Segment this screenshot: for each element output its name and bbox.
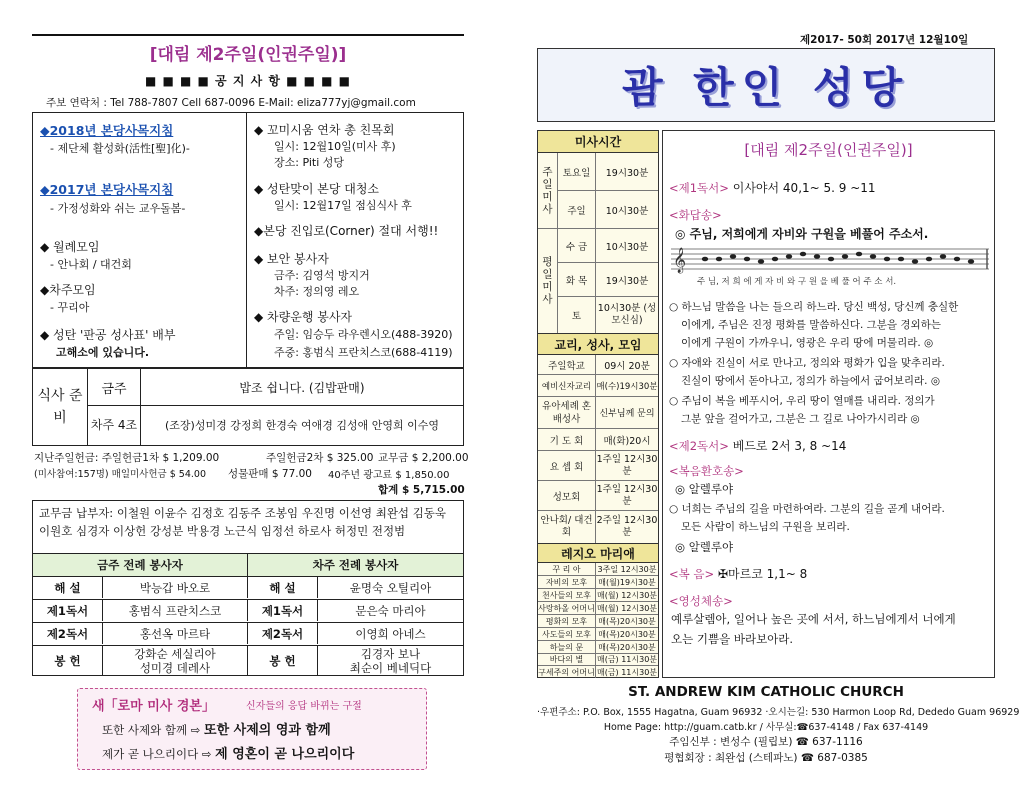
second-reading xyxy=(669,437,846,454)
announcement-comitium-date: 일시: 12월10일(미사 후) xyxy=(274,140,396,153)
psalm-verse-1c: 이에게 구원이 가까우니, 영광은 우리 땅에 머물리라. ◎ xyxy=(681,337,934,349)
list-item xyxy=(538,429,658,451)
list-item xyxy=(538,397,658,429)
finance-offering-2: 주일헌금2차 $ 325.00 xyxy=(266,452,374,464)
mass-day-text: 토 xyxy=(571,311,582,322)
dues-payers-names: 이철원 이윤수 김정호 김동주 조봉임 우진명 이선영 최완섭 김동욱 이원호 심경자 이상헌 강성분 박용경 노근식 임정선 하로사 허정민 전정범 xyxy=(39,506,447,538)
legio-name xyxy=(538,563,596,575)
mass-day-text: 주일 xyxy=(567,205,586,217)
edu-name-text: 안나회/ 대건회 xyxy=(540,515,593,538)
second-reading-label: <제2독서> xyxy=(669,439,729,453)
list-item xyxy=(538,576,658,589)
service-this-text: 박능갑 바오로 xyxy=(139,580,211,595)
finance-total: 합계 $ 5,715.00 xyxy=(378,484,465,496)
list-item xyxy=(558,229,658,263)
edu-time-text: 1주일 12시30분 xyxy=(596,483,658,507)
finance-ad: 40주년 광고료 $ 1,850.00 xyxy=(328,470,450,481)
service-role-next xyxy=(248,623,318,644)
announcement-2017-title: ◆2017년 본당사목지침 xyxy=(40,182,174,197)
announcement-driver-weekday: 주중: 홍범식 프란치스코(688-4119) xyxy=(274,346,453,359)
table-row xyxy=(33,622,463,644)
legio-name-text: 구세주의 어머니 xyxy=(538,667,595,677)
legio-time xyxy=(596,576,658,588)
service-this-person xyxy=(103,577,248,598)
masthead-banner xyxy=(537,48,995,122)
legio-name xyxy=(538,576,596,588)
legio-name xyxy=(538,589,596,601)
edu-time-text: 매(화)20시 xyxy=(603,435,651,447)
header-rule xyxy=(32,34,464,36)
edu-name xyxy=(538,481,596,510)
psalm-verse-2b: 진실이 땅에서 돋아나고, 정의가 하늘에서 굽어보리라. ◎ xyxy=(681,375,941,387)
psalm-verse-1b: 이에게, 주님은 진정 평화를 말씀하신다. 그분을 경외하는 xyxy=(681,319,941,331)
mass-time xyxy=(596,263,658,296)
church-homepage: Home Page: http://guam.catb.kr / 사무실:☎637-4148 / Fax 637-4149 xyxy=(603,722,929,733)
edu-name xyxy=(538,429,596,450)
communion-label: <영성체송> xyxy=(669,594,733,608)
legio-name-text: 바다의 별 xyxy=(549,655,584,664)
legio-name-text: 사도들의 모후 xyxy=(542,629,591,639)
missal-line-1 xyxy=(102,719,331,738)
gospel-ref: ✠마르코 1,1~ 8 xyxy=(714,567,808,581)
meal-this-week-text: 금주 xyxy=(101,381,127,397)
gospel-label: <복 음> xyxy=(669,567,715,581)
edu-name xyxy=(538,355,596,374)
service-role-text: 봉 헌 xyxy=(54,654,81,668)
first-reading-label: <제1독서> xyxy=(669,181,729,195)
dues-payers xyxy=(32,500,464,554)
table-row xyxy=(33,576,463,598)
legio-time-text: 매(목)20시30분 xyxy=(598,629,656,639)
mass-day xyxy=(558,263,596,296)
list-item xyxy=(538,654,658,666)
alleluia-verse: ○ 너희는 주님의 길을 마련하여라. 그분의 길을 곧게 내어라. xyxy=(669,503,945,515)
alleluia-response: ◎ 알렐루야 xyxy=(675,482,734,496)
service-this-person xyxy=(103,600,248,621)
meal-next-week-value xyxy=(140,405,464,446)
edu-name xyxy=(538,451,596,480)
service-this-text: 홍범식 프란치스코 xyxy=(128,603,222,618)
service-role xyxy=(33,577,103,598)
readings-panel xyxy=(662,130,995,678)
gospel xyxy=(669,565,807,582)
finance-goods-sale: 성물판매 $ 77.00 xyxy=(228,468,312,480)
legio-name xyxy=(538,666,596,678)
music-note xyxy=(702,257,708,262)
service-this-text: 홍선옥 마르타 xyxy=(139,626,211,641)
communion-antiphon-2: 오는 기쁨을 바라보아라. xyxy=(671,632,794,646)
legio-name xyxy=(538,628,596,640)
announcement-next-meeting-sub: - 꾸리아 xyxy=(50,301,90,314)
service-next-person xyxy=(318,600,463,621)
service-role-next-text: 제2독서 xyxy=(261,626,304,641)
first-reading xyxy=(669,179,876,196)
service-next-header-text: 차주 전례 봉사자 xyxy=(312,558,399,572)
legio-time-text: 매(월)19시30분 xyxy=(598,577,656,587)
announcement-driver-title: ◆ 차량운행 봉사자 xyxy=(254,310,353,324)
legio-name xyxy=(538,615,596,627)
service-next-person xyxy=(318,577,463,598)
announcement-monthly-title: ◆ 월례모임 xyxy=(40,240,100,254)
mass-time xyxy=(596,297,658,333)
service-role xyxy=(33,600,103,621)
announcement-comitium-title: ◆ 꼬미시움 연차 총 친목회 xyxy=(254,123,395,137)
list-item xyxy=(558,191,658,229)
announcement-confession-title: ◆ 성탄 '판공 성사표' 배부 xyxy=(40,328,176,342)
service-role xyxy=(33,623,103,644)
meal-this-week-val-text: 밥조 쉽니다. (김밥판매) xyxy=(239,380,365,395)
list-item xyxy=(538,355,658,375)
psalm-verse-2: ○ 자애와 진실이 서로 만나고, 정의와 평화가 입을 맞추리라. xyxy=(669,357,945,369)
announcement-security-next: 차주: 정의영 레오 xyxy=(274,285,360,298)
legio-time xyxy=(596,666,658,678)
music-note xyxy=(730,254,736,259)
mass-time-header-text: 미사시간 xyxy=(574,135,622,149)
legio-time-text: 매(목)20시30분 xyxy=(598,616,656,626)
edu-time xyxy=(596,481,658,510)
legio-time xyxy=(596,654,658,665)
legio-name-text: 천사들의 모후 xyxy=(542,590,591,600)
list-item xyxy=(538,511,658,543)
mass-time-text: 19시30분 xyxy=(605,167,649,179)
service-next-text: 김경자 보나 최순이 베네딕다 xyxy=(349,647,432,675)
meal-next-week-text: 차주 4조 xyxy=(90,418,138,432)
legio-time-text: 매(목)20시30분 xyxy=(598,642,656,652)
list-item xyxy=(558,153,658,191)
missal-notice-box xyxy=(77,688,427,770)
edu-name-text: 예비신자교리 xyxy=(541,381,592,392)
legio-header-text: 레지오 마리애 xyxy=(561,546,635,561)
meal-label-text: 식사 준비 xyxy=(37,388,83,426)
legio-time xyxy=(596,628,658,640)
legio-header xyxy=(538,543,658,563)
music-note xyxy=(716,257,722,262)
meal-table xyxy=(32,368,464,446)
list-item xyxy=(538,563,658,576)
mass-time xyxy=(596,191,658,228)
announcement-monthly-sub: - 안나회 / 대건회 xyxy=(50,258,132,271)
edu-name xyxy=(538,511,596,543)
table-row xyxy=(33,599,463,621)
service-role xyxy=(33,646,103,676)
music-staff xyxy=(671,243,989,275)
legio-time xyxy=(596,641,658,653)
edu-name-text: 주일학교 xyxy=(548,360,585,372)
list-item xyxy=(538,375,658,397)
mass-day-text: 토요일 xyxy=(562,167,591,179)
music-note xyxy=(870,254,876,259)
service-this-text: 강화순 세실리아 성미경 데레사 xyxy=(134,647,216,675)
service-role-text: 제2독서 xyxy=(46,626,89,641)
service-role-text: 해 설 xyxy=(54,580,81,595)
legio-name xyxy=(538,641,596,653)
legio-time-text: 매(금) 11시30분 xyxy=(596,667,658,677)
service-role-next-text: 제1독서 xyxy=(261,603,304,618)
announcement-security-title: ◆ 보안 봉사자 xyxy=(254,252,329,266)
music-note xyxy=(912,259,918,264)
legio-name-text: 평화의 모후 xyxy=(545,616,588,626)
edu-time xyxy=(596,429,658,450)
edu-time xyxy=(596,451,658,480)
list-item xyxy=(558,297,658,333)
announcement-confession-sub: 고해소에 있습니다. xyxy=(56,346,150,359)
missal-line-2-old: 제가 곧 나으리이다 ⇨ xyxy=(102,747,216,761)
mass-day xyxy=(558,191,596,228)
service-role-next xyxy=(248,600,318,621)
service-role-text: 제1독서 xyxy=(46,603,89,618)
mass-time-header xyxy=(538,131,658,153)
service-next-person xyxy=(318,646,463,676)
edu-name xyxy=(538,375,596,396)
service-role-next xyxy=(248,646,318,676)
issue-info: 제2017- 50회 2017년 12월10일 xyxy=(800,34,969,46)
edu-time xyxy=(596,375,658,396)
mass-time xyxy=(596,229,658,262)
service-next-text: 이영희 아네스 xyxy=(355,626,426,641)
edu-time-text: 09시 20분 xyxy=(604,360,650,372)
sunday-mass-label-text: 주일미사 xyxy=(541,165,553,216)
list-item xyxy=(538,641,658,654)
meal-label xyxy=(32,368,88,446)
legio-time xyxy=(596,602,658,614)
church-name: ST. ANDREW KIM CATHOLIC CHURCH xyxy=(628,684,904,700)
music-note xyxy=(800,252,806,257)
music-note xyxy=(744,257,750,262)
psalm-verse-1: ○ 하느님 말씀을 나는 들으리 하느라. 당신 백성, 당신께 충실한 xyxy=(669,301,959,313)
mass-time-text: 19시30분 xyxy=(605,275,649,287)
music-note xyxy=(954,257,960,262)
list-item xyxy=(538,481,658,511)
alleluia-label: <복음환호송> xyxy=(669,464,744,478)
service-this-header-text: 금주 전례 봉사자 xyxy=(97,558,183,572)
edu-time xyxy=(596,397,658,428)
left-page-title: [대림 제2주일(인권주일)] xyxy=(149,45,347,65)
edu-name xyxy=(538,397,596,428)
music-note xyxy=(884,257,890,262)
edu-name-text: 기 도 회 xyxy=(549,435,584,447)
service-role-next-text: 해 설 xyxy=(269,580,296,595)
legio-name xyxy=(538,602,596,614)
legio-time xyxy=(596,563,658,575)
finance-daily-mass: (미사참여:157명) 매일미사헌금 $ 54.00 xyxy=(34,469,206,480)
edu-time xyxy=(596,355,658,374)
sunday-mass-label xyxy=(538,153,558,229)
music-note xyxy=(940,254,946,259)
list-item xyxy=(538,666,658,678)
mass-time-text: 10시30분 xyxy=(605,241,649,253)
psalm-label: <화답송> xyxy=(669,208,722,222)
legio-time-text: 매(월) 12시30분 xyxy=(596,590,658,600)
service-next-person xyxy=(318,623,463,644)
bulletin-contact: 주보 연락처 : Tel 788-7807 Cell 687-0096 E-Mail: eliza777yj@gmail.com xyxy=(46,97,416,109)
meal-next-week-label xyxy=(87,405,141,446)
service-this-person xyxy=(103,623,248,644)
alleluia-verse-2: 모든 사람이 하느님의 구원을 보리라. xyxy=(681,521,850,533)
missal-line-2-new: 제 영혼이 곧 나으리이다 xyxy=(215,747,355,762)
second-reading-ref: 베드로 2서 3, 8 ~14 xyxy=(728,439,847,453)
weekday-mass-label xyxy=(538,229,558,333)
music-note xyxy=(926,257,932,262)
notice-heading: ■ ■ ■ ■ 공 지 사 항 ■ ■ ■ ■ xyxy=(144,74,352,88)
table-row xyxy=(33,645,463,676)
legio-time-text: 3주일 12시30분 xyxy=(597,564,657,574)
psalm-response: ◎ 주님, 저희에게 자비와 구원을 베풀어 주소서. xyxy=(675,227,929,241)
announcement-slow-drive: ◆본당 진입로(Corner) 절대 서행!! xyxy=(254,224,439,238)
music-note xyxy=(968,259,974,264)
announcement-comitium-place: 장소: Piti 성당 xyxy=(274,156,345,169)
service-this-header xyxy=(33,554,248,576)
legio-time-text: 매(금) 11시30분 xyxy=(596,655,658,664)
education-header-text: 교리, 성사, 모임 xyxy=(554,337,642,352)
mass-day xyxy=(558,153,596,190)
legio-time xyxy=(596,615,658,627)
mass-day-text: 수 금 xyxy=(565,241,588,253)
music-note xyxy=(772,257,778,262)
list-item xyxy=(538,589,658,602)
service-next-text: 윤명숙 오틸리아 xyxy=(349,580,432,595)
music-note xyxy=(814,254,820,259)
legio-name-text: 꾸 리 아 xyxy=(552,564,581,574)
announcement-cleaning-title: ◆ 성탄맞이 본당 대청소 xyxy=(254,182,380,196)
finance-offering-1: 지난주일헌금: 주일헌금1차 $ 1,209.00 xyxy=(34,452,220,464)
masthead-title: 괌 한인 성당 xyxy=(621,63,911,112)
announcement-2017-sub: - 가정성화와 쉬는 교우돌봄- xyxy=(50,202,186,215)
announcements-divider xyxy=(246,112,247,368)
missal-sub: 신자들의 응답 바뀌는 구절 xyxy=(246,701,362,712)
service-next-text: 문은숙 마리아 xyxy=(355,603,426,618)
church-address: ·우편주소: P.O. Box, 1555 Hagatna, Guam 96932 ·오시는길: 530 Harmon Loop Rd, Dededo Guam 96929 xyxy=(537,707,1020,718)
psalm-verse-3: ○ 주님이 복을 베푸시어, 우리 땅이 열매를 내리라. 정의가 xyxy=(669,395,935,407)
missal-title: 새「로마 미사 경본」 xyxy=(92,699,215,714)
council-president-info: 평협회장 : 최완섭 (스테파노) ☎ 687-0385 xyxy=(664,752,868,764)
edu-time xyxy=(596,511,658,543)
music-note xyxy=(758,259,764,264)
mass-time-text: 10시30분 (성모신심) xyxy=(597,303,657,326)
mass-time xyxy=(596,153,658,190)
mass-time-text: 10시30분 xyxy=(605,205,649,217)
legio-name-text: 사랑하올 어머니 xyxy=(538,603,595,613)
legio-time xyxy=(596,589,658,601)
edu-name-text: 성모회 xyxy=(552,491,581,503)
finance-summary xyxy=(32,447,469,499)
music-note xyxy=(898,257,904,262)
edu-name-text: 요 셉 회 xyxy=(549,461,584,473)
list-item xyxy=(538,615,658,628)
meal-this-week-label xyxy=(87,368,141,406)
weekday-mass-label-text: 평일미사 xyxy=(541,256,553,306)
meal-this-week-value xyxy=(140,368,464,406)
finance-dues: 교무금 $ 2,200.00 xyxy=(378,452,469,464)
dues-payers-label: 교무금 납부자: xyxy=(39,506,114,520)
alleluia-response-2: ◎ 알렐루야 xyxy=(675,540,734,554)
announcement-2018-title: ◆2018년 본당사목지침 xyxy=(40,123,174,138)
service-next-header xyxy=(248,554,463,576)
mass-day xyxy=(558,297,596,333)
music-note xyxy=(856,252,862,257)
announcement-next-meeting-title: ◆차주모임 xyxy=(40,283,96,297)
announcement-cleaning-date: 일시: 12월17일 점심식사 후 xyxy=(274,199,412,212)
legio-time-text: 매(월) 12시30분 xyxy=(596,603,658,613)
service-header-row xyxy=(33,554,463,576)
missal-line-1-new: 또한 사제의 영과 함께 xyxy=(204,723,331,738)
mass-day xyxy=(558,229,596,262)
meal-next-week-val-text: (조장)성미경 강정희 한경숙 여애경 김성애 안영희 이수영 xyxy=(165,419,439,432)
communion-antiphon-1: 예루살렘아, 일어나 높은 곳에 서서, 하느님에게서 너에게 xyxy=(671,612,956,626)
music-note xyxy=(828,257,834,262)
service-role-next-text: 봉 헌 xyxy=(269,654,296,668)
legio-name xyxy=(538,654,596,665)
music-note xyxy=(842,254,848,259)
psalm-lyrics: 주 님, 저 희 에 게 자 비 와 구 원 을 베 풀 어 주 소 서. xyxy=(697,277,897,287)
missal-line-2 xyxy=(102,743,354,762)
psalm-verse-3b: 그분 앞을 걸어가고, 그분은 그 길로 나아가시리라 ◎ xyxy=(681,413,920,425)
svg-text:𝄞: 𝄞 xyxy=(673,248,687,273)
announcement-driver-sunday: 주일: 임승두 라우렌시오(488-3920) xyxy=(274,328,453,341)
legio-name-text: 하늘의 문 xyxy=(549,642,584,652)
schedule-column xyxy=(537,130,659,678)
edu-name-text: 유아세례 혼배성사 xyxy=(542,400,591,425)
edu-time-text: 매(수)19시30분 xyxy=(596,381,658,392)
list-item xyxy=(538,451,658,481)
music-note xyxy=(786,254,792,259)
missal-line-1-old: 또한 사제와 함께 ⇨ xyxy=(102,723,205,737)
announcement-security-this: 금주: 김영석 방지거 xyxy=(274,269,370,282)
service-this-person xyxy=(103,646,248,676)
liturgy-service-table xyxy=(32,554,464,676)
legio-name-text: 자비의 모후 xyxy=(545,577,588,587)
announcement-2018-sub: - 제단체 활성화(活性[聖]化)- xyxy=(50,142,190,155)
list-item xyxy=(538,602,658,615)
edu-time-text: 신부님께 문의 xyxy=(599,409,655,419)
readings-title: [대림 제2주일(인권주일)] xyxy=(744,141,913,159)
list-item xyxy=(558,263,658,297)
pastor-info: 주임신부 : 변성수 (필립보) ☎ 637-1116 xyxy=(669,736,863,748)
edu-time-text: 1주일 12시30분 xyxy=(596,453,658,477)
edu-time-text: 2주일 12시30분 xyxy=(596,515,658,538)
first-reading-ref: 이사야서 40,1~ 5. 9 ~11 xyxy=(728,181,876,195)
mass-day-text: 화 목 xyxy=(565,275,588,287)
service-role-next xyxy=(248,577,318,598)
education-header xyxy=(538,333,658,355)
list-item xyxy=(538,628,658,641)
